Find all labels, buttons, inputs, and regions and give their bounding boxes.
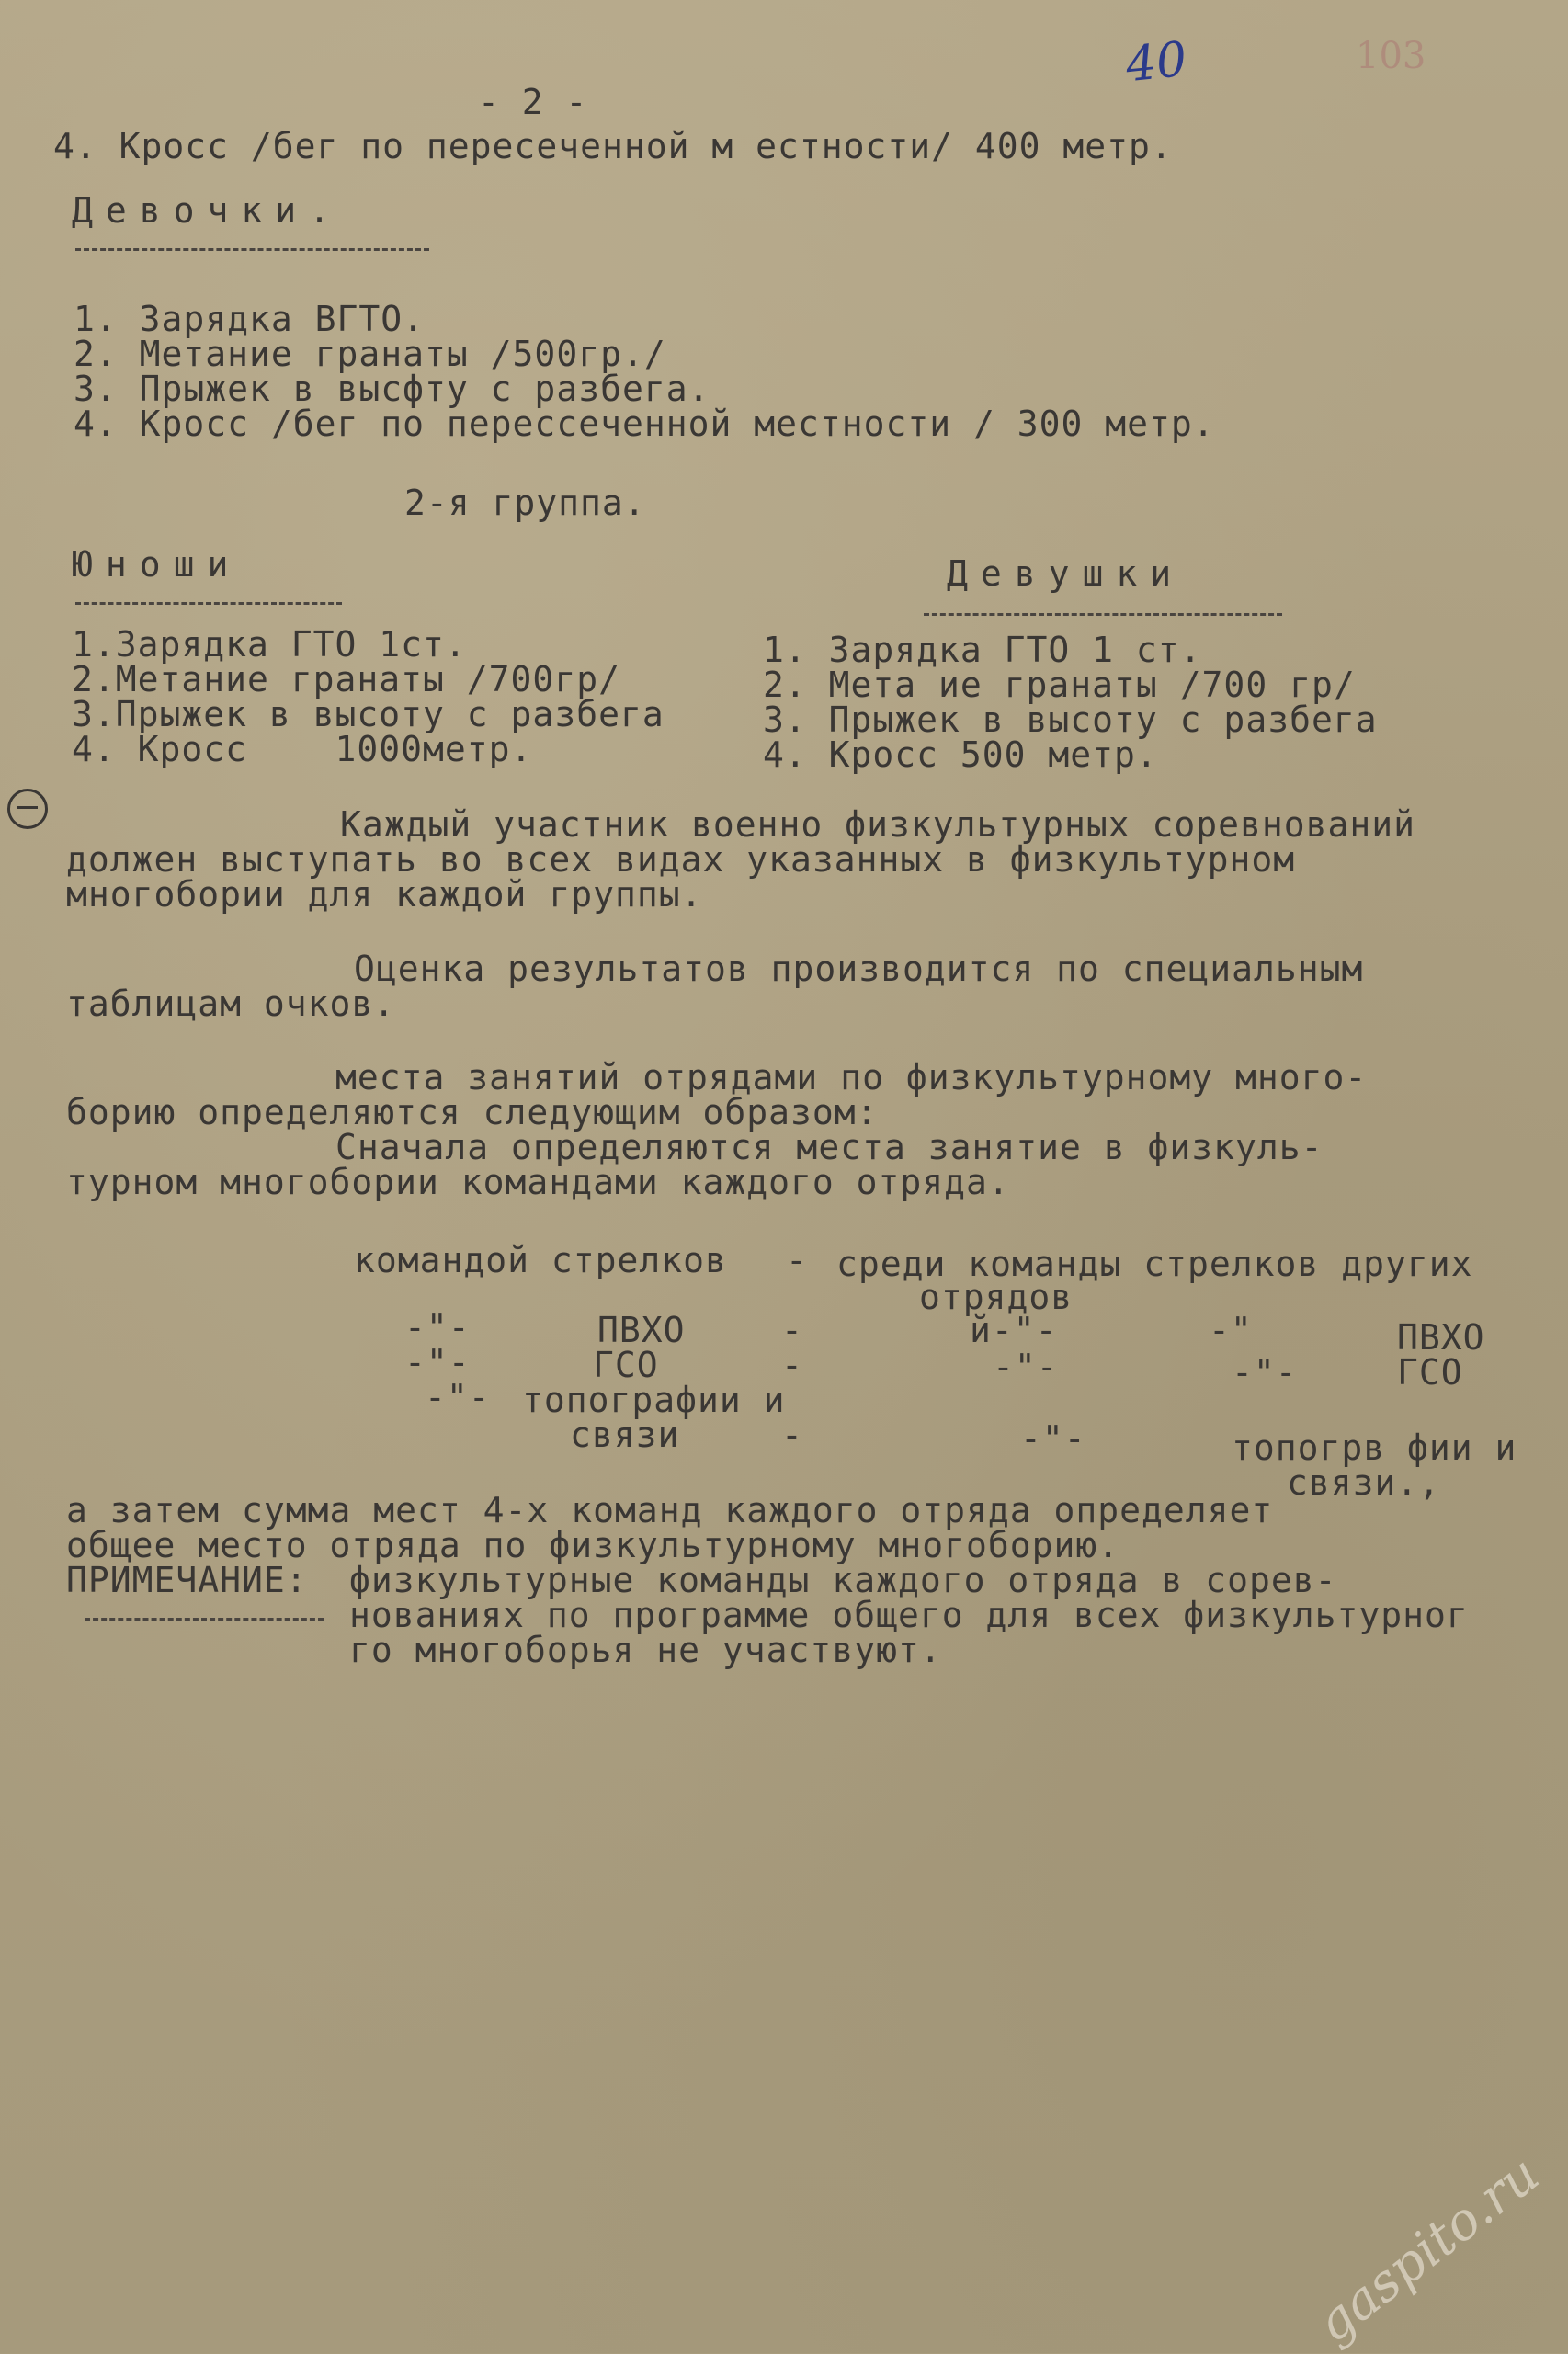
girls-item: 2. Метание гранаты /500гр./ bbox=[74, 334, 666, 374]
table-gso: ГСО bbox=[593, 1345, 659, 1385]
girls-item: 1. Зарядка ВГТО. bbox=[74, 299, 426, 339]
table-detachments: отрядов bbox=[919, 1277, 1074, 1317]
table-topography-right: топогрв фии и bbox=[1232, 1427, 1517, 1468]
paragraph-line: Оценка результатов производится по специальным bbox=[354, 949, 1364, 989]
youths-item: 2.Метание гранаты /700гр/ bbox=[72, 659, 620, 699]
table-gso-right: ГСО bbox=[1397, 1352, 1463, 1393]
note-line: го многоборья не участвуют. bbox=[349, 1630, 942, 1670]
paragraph-line: места занятий отрядами по физкультурному много- bbox=[335, 1057, 1368, 1097]
table-dash: - bbox=[781, 1310, 803, 1350]
table-ditto: -"- bbox=[404, 1342, 471, 1382]
page-number: - 2 - bbox=[478, 82, 588, 122]
table-dash: - bbox=[781, 1415, 803, 1455]
paragraph-line: Сначала определяются места занятие в физкуль- bbox=[335, 1127, 1324, 1167]
table-ditto: -"- bbox=[993, 1347, 1059, 1387]
youths-item: 1.Зарядка ГТО 1ст. bbox=[72, 624, 467, 665]
girls-heading-underline bbox=[75, 248, 429, 251]
table-team-shooters: командой стрелков bbox=[354, 1240, 727, 1280]
girls-item: 3. Прыжек в высфту с разбега. bbox=[74, 369, 710, 409]
table-among-teams: среди команды стрелков других bbox=[836, 1244, 1473, 1284]
paragraph-line: должен выступать во всех видах указанных в физкультурном bbox=[66, 839, 1296, 880]
paragraph-line: таблицам очков. bbox=[66, 984, 396, 1024]
group2-heading: 2-я группа. bbox=[404, 483, 646, 523]
girls-item: 4. Кросс /бег по перессеченной местности / 300 метр. bbox=[74, 404, 1215, 444]
handwritten-page-number: 40 bbox=[1123, 31, 1190, 94]
maidens-heading: Девушки bbox=[947, 553, 1185, 594]
youths-heading-underline bbox=[75, 602, 342, 605]
paragraph-line: многобории для каждой группы. bbox=[66, 874, 703, 915]
maidens-item: 3. Прыжек в высоту с разбега bbox=[763, 699, 1378, 740]
maidens-item: 2. Мета ие гранаты /700 гр/ bbox=[763, 665, 1356, 705]
note-line: физкультурные команды каждого отряда в сорев- bbox=[349, 1560, 1337, 1600]
paragraph-line: Каждый участник военно физкультурных соревнований bbox=[340, 804, 1416, 845]
binder-hole-icon bbox=[7, 789, 48, 829]
table-communications-right: связи., bbox=[1287, 1462, 1441, 1503]
final-line: а затем сумма мест 4-х команд каждого отряда определяет bbox=[66, 1490, 1274, 1530]
table-topography: топографии и bbox=[522, 1380, 786, 1420]
paragraph-line: турном многобории командами каждого отряда. bbox=[66, 1162, 1010, 1202]
table-ditto: -"- bbox=[404, 1307, 471, 1348]
youths-item: 4. Кросс 1000метр. bbox=[72, 729, 533, 769]
boys-item-4: 4. Кросс /бег по пересеченной м естности/ 400 метр. bbox=[53, 126, 1173, 166]
table-pvho: ПВХО bbox=[597, 1310, 686, 1350]
maidens-item: 1. Зарядка ГТО 1 ст. bbox=[763, 630, 1202, 670]
youths-heading: Юноши bbox=[72, 544, 242, 585]
watermark-text: gaspito.ru bbox=[1305, 2144, 1551, 2354]
table-ditto: -"- bbox=[1232, 1352, 1298, 1393]
note-label-underline bbox=[85, 1618, 324, 1621]
maidens-heading-underline bbox=[924, 613, 1282, 616]
youths-item: 3.Прыжек в высоту с разбега bbox=[72, 694, 665, 734]
table-dash: - bbox=[786, 1240, 808, 1280]
note-line: нованиях по программе общего для всех физкультурног bbox=[349, 1595, 1469, 1635]
archive-stamp-number: 103 bbox=[1356, 35, 1426, 77]
girls-heading: Девочки. bbox=[72, 190, 344, 231]
table-dash: - bbox=[781, 1345, 803, 1385]
table-ditto: -" bbox=[1209, 1310, 1253, 1350]
note-label: ПРИМЕЧАНИЕ: bbox=[66, 1560, 308, 1600]
table-ditto: -"- bbox=[1020, 1418, 1086, 1459]
table-ditto: -"- bbox=[425, 1377, 491, 1417]
table-communications: связи bbox=[570, 1415, 680, 1455]
final-line: общее место отряда по физкультурному многоборию. bbox=[66, 1525, 1120, 1565]
table-ditto: й-"- bbox=[970, 1310, 1058, 1350]
paragraph-line: борию определяются следующим образом: bbox=[66, 1092, 879, 1132]
table-pvho-right: ПВХО bbox=[1397, 1317, 1485, 1358]
maidens-item: 4. Кросс 500 метр. bbox=[763, 734, 1158, 775]
